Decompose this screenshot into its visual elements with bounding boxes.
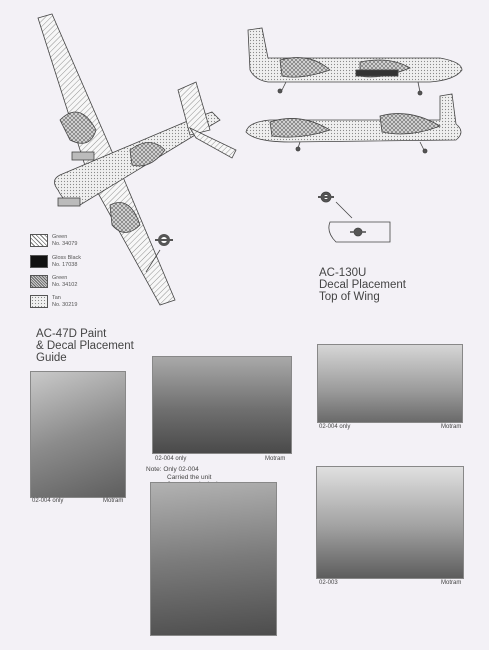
heading-line: Guide — [36, 352, 67, 364]
heading-line: Decal Placement — [319, 279, 406, 291]
note-line: Carried the unit — [167, 473, 212, 481]
paint-guide-heading — [36, 328, 134, 364]
photo-caption-credit: Motram — [441, 580, 462, 586]
photo-tail-rear — [317, 344, 463, 423]
legend-name: Tan — [52, 295, 61, 301]
note-line: Note: Only 02-004 — [146, 466, 199, 473]
legend-item-green-34102 — [30, 275, 77, 288]
black-swatch-icon — [30, 255, 48, 268]
photo-caption-left: 02-004 only — [155, 456, 187, 462]
dots-swatch-icon — [30, 295, 48, 308]
photo-caption-left: 02-003 — [319, 580, 338, 586]
photo-caption-credit: Motram — [103, 498, 124, 504]
heading-line: Top of Wing — [319, 291, 380, 303]
heading-line: AC-47D Paint — [36, 328, 107, 340]
photo-nose-insignia — [30, 371, 126, 498]
side-view-aircraft-1 — [248, 28, 462, 95]
wing-decal-view — [318, 192, 390, 242]
hatch-swatch-icon — [30, 234, 48, 247]
side-view-aircraft-2 — [246, 94, 461, 153]
legend-item-tan — [30, 295, 77, 308]
legend-code: No. 17038 — [52, 261, 78, 268]
photo-caption-left: 02-004 only — [319, 424, 351, 430]
legend-code: No. 30219 — [52, 301, 78, 308]
legend-name: Green — [52, 234, 68, 240]
photo-caption-left: 02-004 only — [32, 498, 64, 504]
legend-name: Gloss Black — [52, 255, 82, 261]
photo-caption-credit: Motram — [265, 456, 286, 462]
legend-name: Green — [52, 275, 68, 281]
legend-item-green-34079 — [30, 234, 77, 247]
photo-caption-credit: Motram — [441, 424, 462, 430]
photo-fuselage-insignia — [152, 356, 292, 454]
photo-tail-side — [316, 466, 464, 579]
legend-code: No. 34102 — [52, 281, 78, 288]
wing-decal-heading — [319, 267, 406, 303]
heading-line: AC-130U — [319, 267, 367, 279]
legend-code: No. 34079 — [52, 240, 78, 247]
crosshatch-swatch-icon — [30, 275, 48, 288]
legend-item-gloss-black — [30, 255, 81, 268]
photo-tail-closeup — [150, 482, 277, 636]
heading-line: & Decal Placement — [36, 340, 134, 352]
